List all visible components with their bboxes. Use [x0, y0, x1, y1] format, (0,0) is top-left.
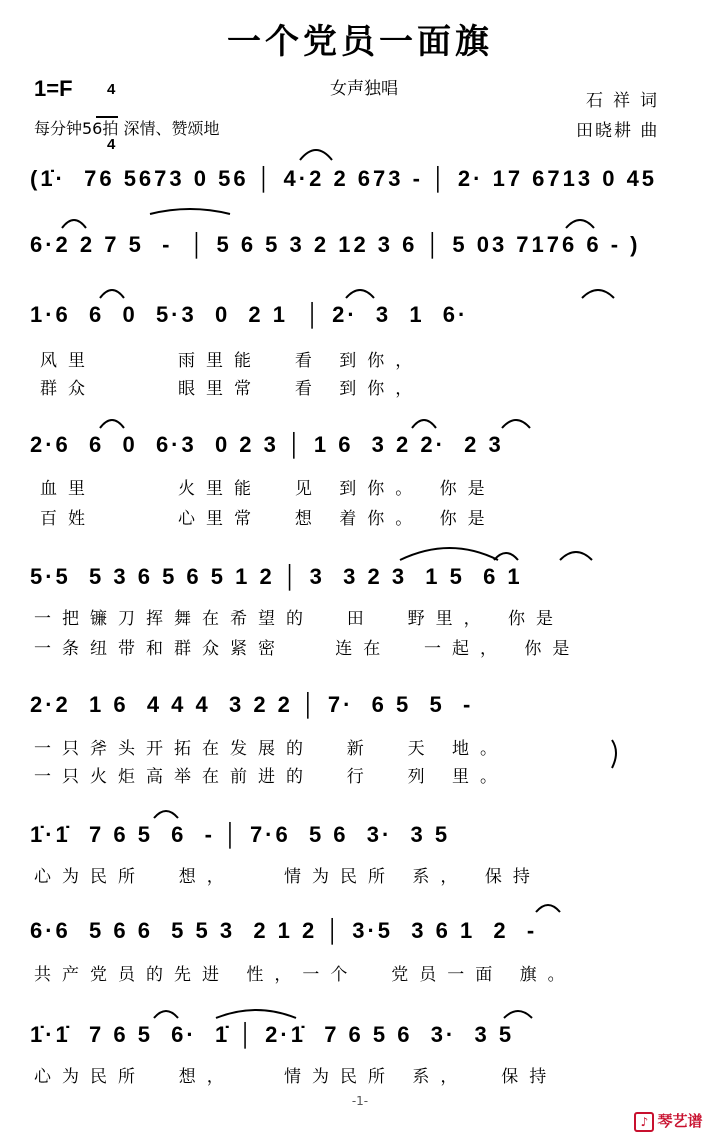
- tempo-marking: 每分钟56拍 深情、赞颂地: [34, 119, 220, 138]
- system-8-lyric-1: 共产党员的先进 性，一个 党员一面 旗。: [34, 965, 576, 985]
- page-title: 一个党员一面旗: [227, 22, 493, 62]
- system-1-notes: (1̇· 76 5673 0 56 │ 4·2 2 673 - │ 2· 17 6713 0 45: [30, 166, 658, 191]
- system-6-lyric-2: 一只火炬高举在前进的 行 列 里。: [34, 767, 509, 787]
- slur: [346, 290, 374, 298]
- site-logo-label: 琴艺谱: [657, 1112, 703, 1130]
- system-7-notes: 1̇·1̇ 7 6 5 6 - │ 7·6 5 6 3· 3 5: [30, 822, 451, 847]
- slur: [100, 290, 124, 298]
- performance-type: 女声独唱: [330, 79, 398, 99]
- system-6-brace: [612, 740, 616, 768]
- system-6-notes: 2·2 1 6 4 4 4 3 2 2 │ 7· 6 5 5 -: [30, 692, 474, 717]
- system-3-lyric-2: 群众 眼里常 看 到你，: [40, 379, 424, 399]
- slur: [154, 1011, 178, 1018]
- slur: [566, 220, 594, 228]
- slur: [100, 420, 124, 428]
- composer-credit: 田晓耕 曲: [576, 121, 660, 141]
- slur: [154, 811, 178, 818]
- system-9-notes: 1̇·1̇ 7 6 5 6· 1̇ │ 2·1̇ 7 6 5 6 3· 3 5: [30, 1022, 515, 1047]
- slur: [300, 150, 332, 160]
- system-2-notes: 6·2 2 7 5 - │ 5 6 5 3 2 12 3 6 │ 5 03 7176 6 - ): [30, 232, 641, 257]
- system-7-lyric-1: 心为民所 想， 情为民所 系， 保持: [34, 867, 541, 887]
- slur: [504, 1011, 532, 1018]
- slur: [216, 1010, 296, 1018]
- page-number: -1-: [351, 1094, 369, 1108]
- system-4-lyric-1: 血里 火里能 见 到你。 你是: [40, 479, 496, 499]
- slur: [400, 548, 498, 560]
- lyricist-credit: 石祥词: [586, 91, 667, 111]
- system-5-lyric-1: 一把镰刀挥舞在希望的 田 野里， 你是: [34, 609, 565, 629]
- slur: [502, 420, 530, 428]
- slur: [412, 420, 436, 428]
- system-3-notes: 1·6 6 0 5·3 0 2 1 │ 2· 3 1 6·: [30, 302, 469, 327]
- meter-top: 4: [107, 81, 116, 98]
- music-note-icon: ♪: [634, 1112, 654, 1132]
- system-5-lyric-2: 一条纽带和群众紧密 连在 一起， 你是: [34, 639, 581, 659]
- slur: [560, 552, 592, 560]
- key-signature: 1=F: [34, 76, 73, 101]
- system-4-lyric-2: 百姓 心里常 想 着你。 你是: [40, 509, 496, 529]
- slur: [536, 905, 560, 912]
- system-6-lyric-1: 一只斧头开拓在发展的 新 天 地。: [34, 739, 509, 759]
- slur: [62, 220, 86, 228]
- system-5-notes: 5·5 5 3 6 5 6 5 1 2 │ 3 3 2 3 1 5 6 1: [30, 564, 523, 589]
- system-8-notes: 6·6 5 6 6 5 5 3 2 1 2 │ 3·5 3 6 1 2 -: [30, 918, 538, 943]
- system-3-lyric-1: 风里 雨里能 看 到你，: [40, 351, 424, 371]
- slur: [582, 290, 614, 298]
- system-4-notes: 2·6 6 0 6·3 0 2 3 │ 1 6 3 2 2· 2 3: [30, 432, 504, 457]
- meter-bottom: 4: [107, 136, 116, 153]
- system-9-lyric-1: 心为民所 想， 情为民所 系， 保持: [34, 1067, 558, 1087]
- slur: [150, 209, 230, 214]
